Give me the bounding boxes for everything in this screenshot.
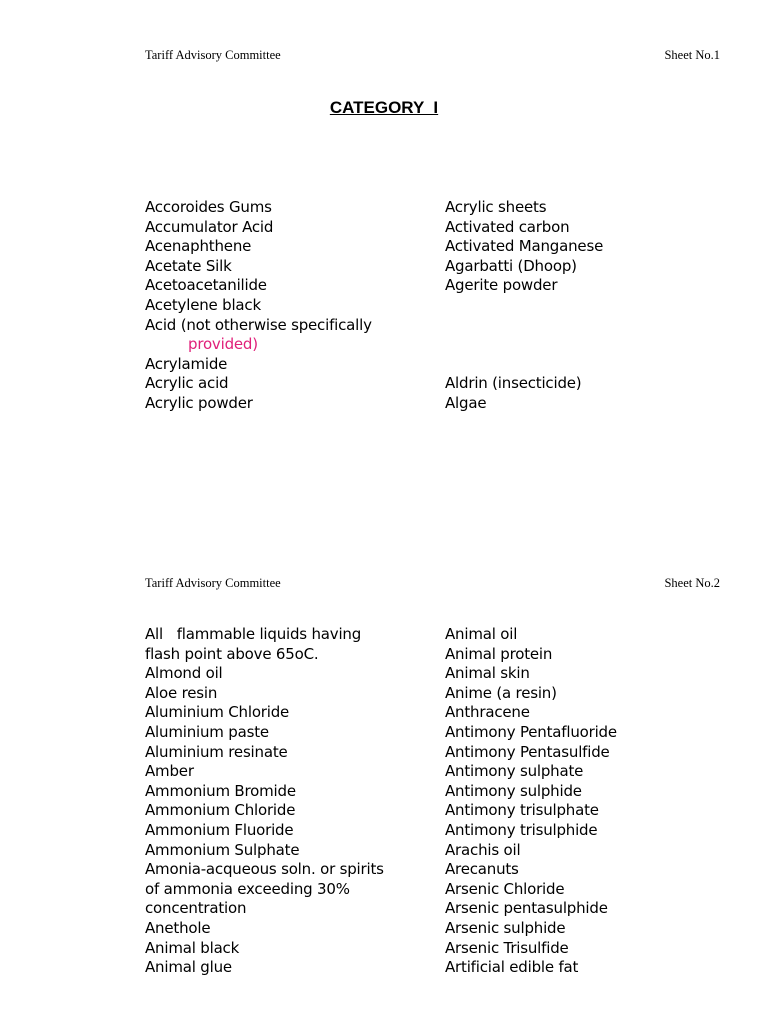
list-item: Animal glue <box>145 958 232 977</box>
list-item: Activated carbon <box>445 217 570 236</box>
list-item: Aluminium Chloride <box>145 703 290 722</box>
committee-header: Tariff Advisory Committee <box>145 576 281 590</box>
list-item: Antimony sulphide <box>445 781 582 800</box>
list-item: Anime (a resin) <box>445 683 557 702</box>
list-item: Almond oil <box>145 664 223 683</box>
list-item: Agerite powder <box>445 276 558 295</box>
list-item: Arsenic Chloride <box>445 879 565 898</box>
blank-line <box>445 296 603 316</box>
list-item: Arsenic Trisulfide <box>445 938 569 957</box>
list-item: of ammonia exceeding 30% <box>145 879 350 898</box>
list-item: Antimony sulphate <box>445 762 584 781</box>
list-item: Acrylamide <box>145 354 228 373</box>
list-item: Arecanuts <box>445 860 519 879</box>
sheet2-right-column <box>445 625 617 978</box>
list-item: Acid (not otherwise specifically <box>145 315 372 334</box>
list-item: Animal skin <box>445 664 530 683</box>
sheet2-left-column <box>145 625 384 978</box>
list-item: Arsenic pentasulphide <box>445 899 608 918</box>
list-item: Aldrin (insecticide) <box>445 374 582 393</box>
list-item: Activated Manganese <box>445 237 604 256</box>
list-item: Acetoacetanilide <box>145 276 267 295</box>
list-item: Animal oil <box>445 625 518 643</box>
list-item: Antimony trisulphate <box>445 801 599 820</box>
list-item: Accumulator Acid <box>145 217 274 236</box>
list-item: Acetate Silk <box>145 256 232 275</box>
list-item: Anethole <box>145 918 211 937</box>
list-item: Ammonium Chloride <box>145 801 296 820</box>
list-item: Acrylic sheets <box>445 198 547 216</box>
list-item: Antimony trisulphide <box>445 820 598 839</box>
list-item: Antimony Pentasulfide <box>445 742 610 761</box>
list-item: Algae <box>445 393 487 412</box>
blank-line <box>445 335 603 355</box>
committee-header: Tariff Advisory Committee <box>145 48 281 62</box>
sheet-number: Sheet No.1 <box>664 48 720 62</box>
list-item: Aluminium paste <box>145 722 269 741</box>
list-item: Anthracene <box>445 703 530 722</box>
blank-line <box>445 355 603 375</box>
list-item: Amonia-acqueous soln. or spirits <box>145 860 384 879</box>
list-item: Ammonium Bromide <box>145 781 296 800</box>
list-item: Arachis oil <box>445 840 521 859</box>
list-item: Aloe resin <box>145 683 218 702</box>
list-item: Animal black <box>145 938 240 957</box>
list-item: Arsenic sulphide <box>445 918 566 937</box>
sheet1-left-column <box>145 198 372 414</box>
list-item: Ammonium Fluoride <box>145 820 294 839</box>
list-item: Ammonium Sulphate <box>145 840 300 859</box>
list-item: Acrylic powder <box>145 393 253 412</box>
list-item: Agarbatti (Dhoop) <box>445 256 577 275</box>
sheet1-right-column <box>445 198 603 414</box>
list-item: Artificial edible fat <box>445 958 579 977</box>
list-item: flash point above 65oC. <box>145 644 319 663</box>
list-item-continuation: provided) <box>188 335 258 354</box>
list-item: Animal protein <box>445 644 553 663</box>
list-item: Acenaphthene <box>145 237 252 256</box>
list-item: Acetylene black <box>145 295 261 314</box>
blank-line <box>445 316 603 336</box>
sheet-number: Sheet No.2 <box>664 576 720 590</box>
category-title: CATEGORY I <box>329 98 439 117</box>
list-item: Amber <box>145 762 194 781</box>
list-item: All flammable liquids having <box>145 625 362 643</box>
list-item: concentration <box>145 899 247 918</box>
list-item: Accoroides Gums <box>145 198 272 216</box>
list-item: Acrylic acid <box>145 374 229 393</box>
list-item: Antimony Pentafluoride <box>445 722 617 741</box>
list-item: Aluminium resinate <box>145 742 288 761</box>
